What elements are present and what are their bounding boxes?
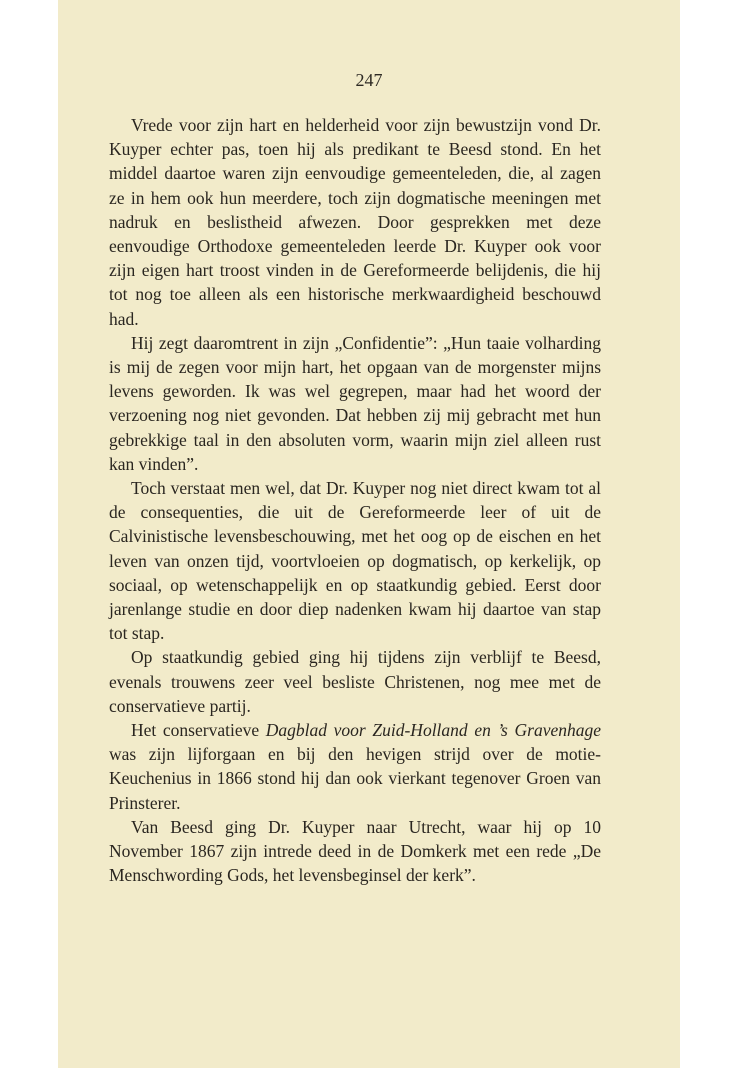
- paragraph-4: [109, 645, 601, 718]
- paragraph-text: Toch verstaat men wel, dat Dr. Kuyper nog niet direct kwam tot al de consequenties, die uit de Gereformeerde leer of uit de Calvinistische levensbeschouwing, met het oog op de eischen en het leven van onzen tijd, voortvloeien op dogmatisch, op kerkelijk, op sociaal, op wetenschappelijk en op staatkundig gebied. Eerst door jarenlange studie en door diep nadenken kwam hij daartoe van stap tot stap.: [109, 478, 601, 644]
- paragraph-text: Op staatkundig gebied ging hij tijdens zijn verblijf te Beesd, evenals trouwens zeer veel besliste Christenen, nog mee met de conservatieve partij.: [109, 647, 601, 716]
- body-text: [109, 113, 601, 888]
- paragraph-2: [109, 331, 601, 476]
- paragraph-text: Van Beesd ging Dr. Kuyper naar Utrecht, waar hij op 10 November 1867 zijn intrede deed in de Domkerk met een rede „De Menschwording Gods, het levensbeginsel der kerk”.: [109, 816, 601, 886]
- book-page: [58, 0, 680, 1068]
- paragraph-5: [109, 718, 601, 815]
- paragraph-text: Vrede voor zijn hart en helderheid voor zijn bewustzijn vond Dr. Kuyper echter pas, toen hij als predikant te Beesd stond. En het middel daartoe waren zijn eenvoudige gemeenteleden, die, al zagen ze in hem ook hun meerdere, toch zijn dogmatische meeningen met nadruk en beslistheid afwezen. Door gesprekken met deze eenvoudige Orthodoxe gemeenteleden leerde Dr. Kuyper ook voor zijn eigen hart troost vinden in de Gereformeerde belijdenis, die hij tot nog toe alleen als een historische merkwaardigheid beschouwd had.: [109, 115, 601, 329]
- paragraph-text: Het conservatieve: [131, 720, 266, 741]
- newspaper-title: Dagblad voor Zuid-Holland en ’s Gravenhage: [265, 720, 602, 741]
- paragraph-3: [109, 476, 601, 645]
- paragraph-text: was zijn lijforgaan en bij den hevigen strijd over de motie-Keuchenius in 1866 stond hij dan ook vierkant tegenover Groen van Prinsterer.: [109, 744, 601, 813]
- paragraph-6: [109, 815, 601, 888]
- paragraph-text: Hij zegt daaromtrent in zijn „Confidentie”: „Hun taaie volharding is mij de zegen voor mijn hart, het opgaan van de morgenster mijns levens geworden. Ik was wel gegrepen, maar had het woord der verzoening nog niet gevonden. Dat hebben zij mij gebracht met hun gebrekkige taal in den absoluten vorm, waarin mijn ziel alleen rust kan vinden”.: [109, 332, 601, 474]
- page-number: 247: [355, 70, 383, 90]
- paragraph-1: [109, 113, 601, 331]
